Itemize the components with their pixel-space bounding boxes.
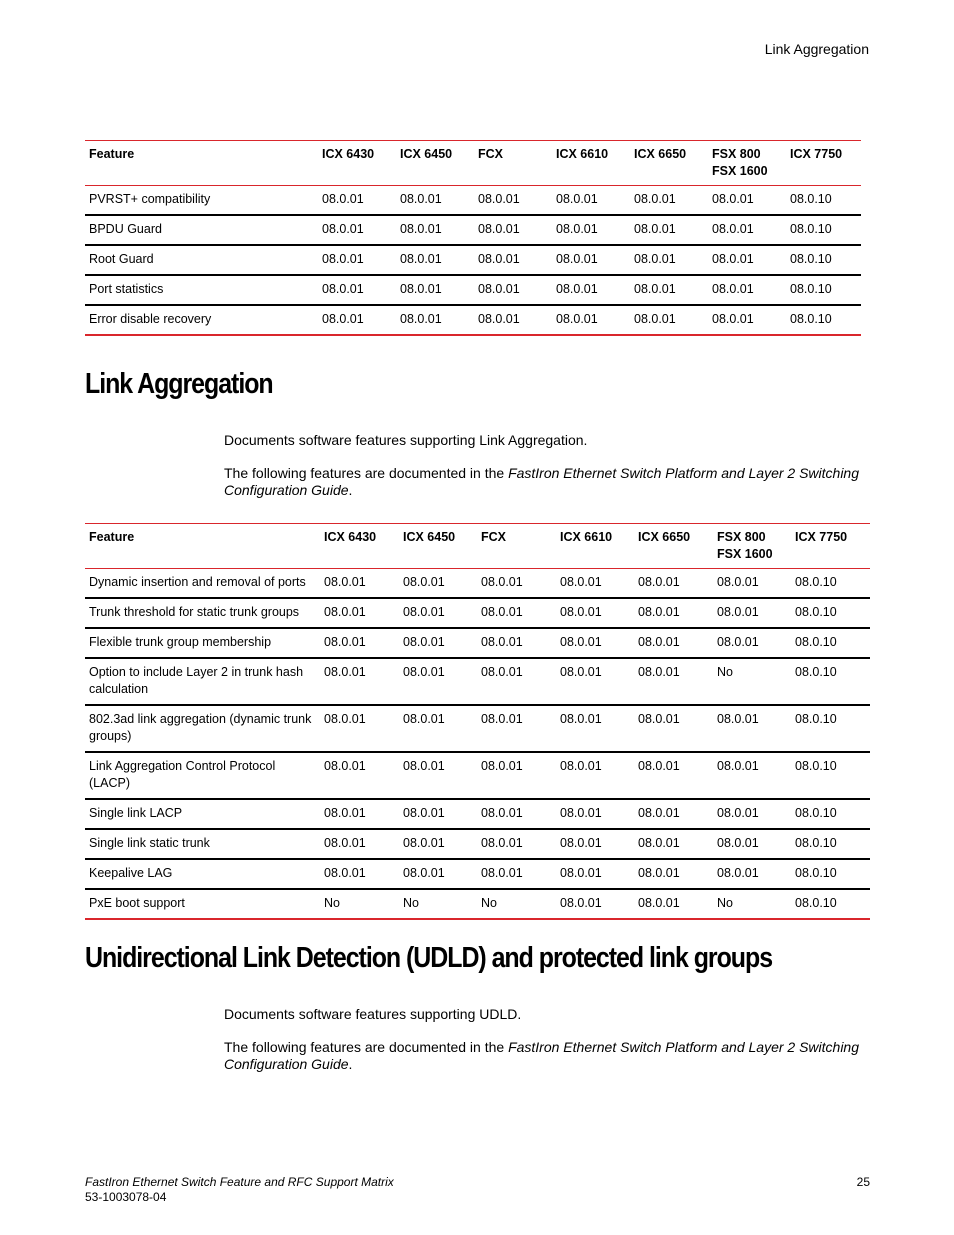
version-cell: 08.0.01 xyxy=(481,605,523,619)
version-cell: No xyxy=(717,896,733,910)
feature-name-cell: Flexible trunk group membership xyxy=(89,635,272,649)
col-header-fsx1600: FSX 1600 xyxy=(717,547,773,561)
version-cell: 08.0.01 xyxy=(712,312,754,326)
table-row xyxy=(85,889,870,919)
version-cell: 08.0.01 xyxy=(322,312,364,326)
col-header-icx6650: ICX 6650 xyxy=(634,147,687,161)
version-cell: 08.0.01 xyxy=(638,866,680,880)
running-header: Link Aggregation xyxy=(764,41,869,57)
table-body xyxy=(85,186,861,336)
table-row xyxy=(85,245,861,275)
version-cell: 08.0.01 xyxy=(560,575,602,589)
page-footer xyxy=(85,1175,394,1205)
version-cell: 08.0.01 xyxy=(478,222,520,236)
version-cell: 08.0.01 xyxy=(478,312,520,326)
version-cell: 08.0.01 xyxy=(712,192,754,206)
table-body xyxy=(85,569,870,920)
version-cell: 08.0.01 xyxy=(717,836,759,850)
version-cell: 08.0.01 xyxy=(478,282,520,296)
table-header-row xyxy=(85,141,861,186)
version-cell: 08.0.10 xyxy=(790,282,832,296)
version-cell: 08.0.01 xyxy=(634,252,676,266)
feature-name-cell: Error disable recovery xyxy=(89,312,212,326)
version-cell: 08.0.01 xyxy=(712,252,754,266)
version-cell: 08.0.01 xyxy=(634,222,676,236)
doc-reference-title: FastIron Ethernet Switch Platform and Layer 2 Switching Configuration Guide xyxy=(224,465,860,498)
table-row xyxy=(85,275,861,305)
version-cell: 08.0.01 xyxy=(717,759,759,773)
version-cell: 08.0.01 xyxy=(638,836,680,850)
table-row xyxy=(85,215,861,245)
col-header-icx6430: ICX 6430 xyxy=(324,530,377,544)
col-header-icx6450: ICX 6450 xyxy=(403,530,456,544)
col-header-fsx800: FSX 800 xyxy=(717,530,766,544)
version-cell: 08.0.10 xyxy=(795,635,837,649)
version-cell: 08.0.01 xyxy=(324,665,366,679)
version-cell: 08.0.01 xyxy=(717,806,759,820)
feature-name-cell: Single link LACP xyxy=(89,806,183,820)
version-cell: 08.0.01 xyxy=(560,896,602,910)
version-cell: 08.0.01 xyxy=(478,252,520,266)
version-cell: 08.0.01 xyxy=(560,605,602,619)
col-header-icx6650: ICX 6650 xyxy=(638,530,691,544)
version-cell: 08.0.01 xyxy=(400,222,442,236)
col-header-feature: Feature xyxy=(89,530,135,544)
table-row xyxy=(85,186,861,216)
feature-name-cell: 802.3ad link aggregation (dynamic trunk groups) xyxy=(89,712,312,743)
doc-reference-prefix: The following features are documented in the xyxy=(224,465,509,481)
version-cell: 08.0.01 xyxy=(400,192,442,206)
table-row xyxy=(85,305,861,335)
version-cell: 08.0.01 xyxy=(400,282,442,296)
table-row xyxy=(85,598,870,628)
version-cell: 08.0.01 xyxy=(634,192,676,206)
version-cell: 08.0.01 xyxy=(638,896,680,910)
version-cell: 08.0.01 xyxy=(403,836,445,850)
feature-name-cell: BPDU Guard xyxy=(89,222,162,236)
version-cell: 08.0.01 xyxy=(403,665,445,679)
doc-reference xyxy=(224,1039,869,1073)
version-cell: 08.0.10 xyxy=(795,605,837,619)
col-header-fsx800: FSX 800 xyxy=(712,147,761,161)
version-cell: 08.0.01 xyxy=(324,605,366,619)
feature-name-cell: Port statistics xyxy=(89,282,164,296)
version-cell: 08.0.01 xyxy=(634,312,676,326)
version-cell: 08.0.01 xyxy=(403,806,445,820)
version-cell: 08.0.01 xyxy=(638,635,680,649)
section-heading-udld: Unidirectional Link Detection (UDLD) and protected link groups xyxy=(85,942,773,974)
version-cell: 08.0.01 xyxy=(403,759,445,773)
version-cell: 08.0.01 xyxy=(717,635,759,649)
version-cell: 08.0.01 xyxy=(403,712,445,726)
doc-reference-prefix: The following features are documented in the xyxy=(224,1039,509,1055)
version-cell: 08.0.01 xyxy=(556,282,598,296)
version-cell: 08.0.01 xyxy=(400,252,442,266)
version-cell: 08.0.01 xyxy=(322,222,364,236)
version-cell: 08.0.10 xyxy=(795,836,837,850)
version-cell: 08.0.01 xyxy=(322,252,364,266)
feature-name-cell: Root Guard xyxy=(89,252,154,266)
version-cell: 08.0.01 xyxy=(556,192,598,206)
version-cell: 08.0.01 xyxy=(560,665,602,679)
version-cell: 08.0.01 xyxy=(556,312,598,326)
col-header-fsx xyxy=(708,141,786,186)
version-cell: 08.0.10 xyxy=(795,759,837,773)
version-cell: 08.0.10 xyxy=(790,252,832,266)
version-cell: 08.0.01 xyxy=(638,605,680,619)
version-cell: 08.0.01 xyxy=(481,759,523,773)
version-cell: 08.0.01 xyxy=(560,712,602,726)
version-cell: 08.0.01 xyxy=(403,635,445,649)
version-cell: 08.0.10 xyxy=(795,896,837,910)
version-cell: 08.0.01 xyxy=(560,866,602,880)
version-cell: 08.0.01 xyxy=(481,836,523,850)
version-cell: 08.0.01 xyxy=(638,575,680,589)
table-row xyxy=(85,569,870,599)
version-cell: 08.0.01 xyxy=(717,575,759,589)
table-row xyxy=(85,628,870,658)
section-intro: Documents software features supporting UDLD. xyxy=(224,1006,522,1022)
version-cell: 08.0.01 xyxy=(717,712,759,726)
version-cell: 08.0.01 xyxy=(403,866,445,880)
version-cell: 08.0.01 xyxy=(481,635,523,649)
version-cell: 08.0.10 xyxy=(790,192,832,206)
version-cell: 08.0.10 xyxy=(790,222,832,236)
feature-name-cell: Option to include Layer 2 in trunk hash calculation xyxy=(89,665,304,696)
version-cell: 08.0.01 xyxy=(403,575,445,589)
version-cell: 08.0.10 xyxy=(795,665,837,679)
col-header-icx6430: ICX 6430 xyxy=(322,147,375,161)
col-header-fsx1600: FSX 1600 xyxy=(712,164,768,178)
doc-reference-suffix: . xyxy=(348,1056,353,1072)
version-cell: 08.0.01 xyxy=(560,759,602,773)
version-cell: 08.0.01 xyxy=(712,222,754,236)
feature-name-cell: PxE boot support xyxy=(89,896,185,910)
version-cell: 08.0.01 xyxy=(324,712,366,726)
page-number: 25 xyxy=(856,1175,870,1189)
col-header-icx7750: ICX 7750 xyxy=(790,147,843,161)
col-header-feature: Feature xyxy=(89,147,135,161)
version-cell: 08.0.10 xyxy=(795,866,837,880)
version-cell: 08.0.01 xyxy=(324,759,366,773)
col-header-icx6450: ICX 6450 xyxy=(400,147,453,161)
version-cell: 08.0.01 xyxy=(560,635,602,649)
feature-name-cell: Single link static trunk xyxy=(89,836,210,850)
version-cell: 08.0.01 xyxy=(556,252,598,266)
version-cell: 08.0.01 xyxy=(322,192,364,206)
version-cell: 08.0.10 xyxy=(795,806,837,820)
feature-name-cell: Link Aggregation Control Protocol (LACP) xyxy=(89,759,276,790)
version-cell: 08.0.01 xyxy=(638,665,680,679)
col-header-fcx: FCX xyxy=(481,530,506,544)
version-cell: 08.0.01 xyxy=(634,282,676,296)
version-cell: 08.0.01 xyxy=(481,665,523,679)
version-cell: 08.0.10 xyxy=(795,712,837,726)
version-cell: 08.0.01 xyxy=(481,575,523,589)
col-header-icx7750: ICX 7750 xyxy=(795,530,848,544)
table-row xyxy=(85,705,870,752)
feature-name-cell: Keepalive LAG xyxy=(89,866,173,880)
version-cell: 08.0.01 xyxy=(324,806,366,820)
doc-reference-suffix: . xyxy=(348,482,353,498)
version-cell: 08.0.01 xyxy=(556,222,598,236)
version-cell: 08.0.01 xyxy=(324,836,366,850)
version-cell: No xyxy=(717,665,733,679)
version-cell: 08.0.01 xyxy=(638,759,680,773)
section-intro: Documents software features supporting Link Aggregation. xyxy=(224,432,588,448)
col-header-icx6610: ICX 6610 xyxy=(556,147,609,161)
version-cell: 08.0.10 xyxy=(795,575,837,589)
feature-table-stp xyxy=(85,140,861,336)
version-cell: 08.0.01 xyxy=(638,806,680,820)
version-cell: 08.0.01 xyxy=(481,806,523,820)
version-cell: 08.0.01 xyxy=(481,866,523,880)
feature-name-cell: PVRST+ compatibility xyxy=(89,192,211,206)
version-cell: No xyxy=(324,896,340,910)
doc-reference xyxy=(224,465,869,499)
feature-name-cell: Trunk threshold for static trunk groups xyxy=(89,605,300,619)
footer-doc-title: FastIron Ethernet Switch Feature and RFC Support Matrix xyxy=(85,1175,394,1189)
version-cell: 08.0.01 xyxy=(324,635,366,649)
version-cell: 08.0.01 xyxy=(560,836,602,850)
version-cell: No xyxy=(403,896,419,910)
version-cell: 08.0.01 xyxy=(481,712,523,726)
table-row xyxy=(85,799,870,829)
version-cell: 08.0.01 xyxy=(322,282,364,296)
version-cell: 08.0.01 xyxy=(638,712,680,726)
version-cell: 08.0.01 xyxy=(400,312,442,326)
doc-reference-title: FastIron Ethernet Switch Platform and Layer 2 Switching Configuration Guide xyxy=(224,1039,860,1072)
version-cell: 08.0.01 xyxy=(717,605,759,619)
table-row xyxy=(85,829,870,859)
version-cell: 08.0.01 xyxy=(403,605,445,619)
feature-name-cell: Dynamic insertion and removal of ports xyxy=(89,575,306,589)
version-cell: 08.0.01 xyxy=(717,866,759,880)
col-header-fsx xyxy=(713,524,791,569)
col-header-icx6610: ICX 6610 xyxy=(560,530,613,544)
version-cell: 08.0.01 xyxy=(324,575,366,589)
version-cell: 08.0.01 xyxy=(712,282,754,296)
version-cell: 08.0.10 xyxy=(790,312,832,326)
version-cell: 08.0.01 xyxy=(560,806,602,820)
footer-doc-number: 53-1003078-04 xyxy=(85,1190,167,1204)
table-row xyxy=(85,752,870,799)
table-row xyxy=(85,859,870,889)
table-header-row xyxy=(85,524,870,569)
table-row xyxy=(85,658,870,705)
version-cell: No xyxy=(481,896,497,910)
version-cell: 08.0.01 xyxy=(324,866,366,880)
section-heading-link-aggregation: Link Aggregation xyxy=(85,368,273,400)
version-cell: 08.0.01 xyxy=(478,192,520,206)
col-header-fcx: FCX xyxy=(478,147,503,161)
feature-table-link-aggregation xyxy=(85,523,870,920)
